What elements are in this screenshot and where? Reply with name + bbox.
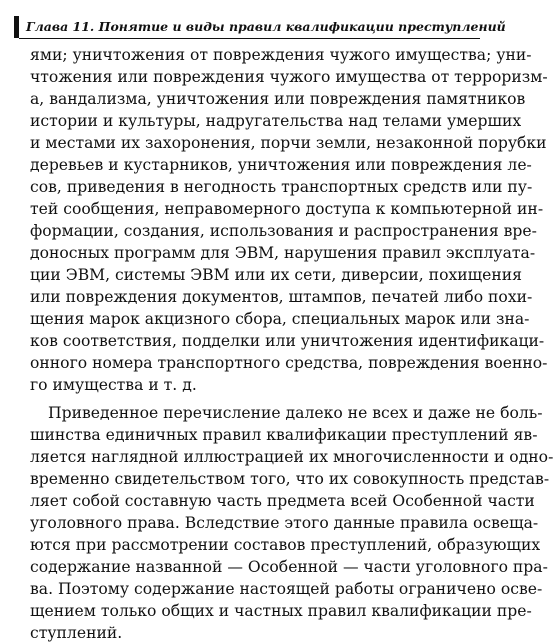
text-line: тей сообщения, неправомерного доступа к компьютерной ин-: [30, 200, 544, 218]
text-line: го имущества и т. д.: [30, 376, 197, 394]
text-line: уголовного права. Вследствие этого данные правила освеща-: [30, 514, 539, 532]
running-head-bar: [14, 16, 19, 38]
running-head: [14, 14, 506, 40]
text-line: ва. Поэтому содержание настоящей работы ограничено осве-: [30, 580, 543, 598]
text-line: деревьев и кустарников, уничтожения или повреждения ле-: [30, 156, 532, 174]
text-line: онного номера транспортного средства, повреждения военно-: [30, 354, 548, 372]
text-line: ляется наглядной иллюстрацией их многочисленности и одно-: [30, 448, 553, 466]
text-line: формации, создания, использования и распространения вре-: [30, 222, 537, 240]
text-line: или повреждения документов, штампов, печатей либо похи-: [30, 288, 533, 306]
text-line: и местами их захоронения, порчи земли, незаконной порубки: [30, 134, 547, 152]
text-line: шинства единичных правил квалификации преступлений яв-: [30, 426, 538, 444]
body-text: [30, 44, 553, 644]
text-line: доносных программ для ЭВМ, нарушения правил эксплуата-: [30, 244, 536, 262]
text-line: щением только общих и частных правил квалификации пре-: [30, 602, 532, 620]
text-line: ются при рассмотрении составов преступлений, образующих: [30, 536, 541, 554]
text-line: ями; уничтожения от повреждения чужого имущества; уни-: [30, 46, 532, 64]
text-line: истории и культуры, надругательства над телами умерших: [30, 112, 522, 130]
header-rule: [19, 38, 480, 39]
paragraph-2: [30, 402, 553, 644]
text-line: щения марок акцизного сбора, специальных марок или зна-: [30, 310, 530, 328]
text-line: ляет собой составную часть предмета всей Особенной части: [30, 492, 535, 510]
text-line: временно свидетельством того, что их совокупность представ-: [30, 470, 550, 488]
text-line: содержание названной — Особенной — части уголовного пра-: [30, 558, 548, 576]
text-line: ступлений.: [30, 624, 123, 642]
text-line: сов, приведения в негодность транспортных средств или пу-: [30, 178, 533, 196]
paragraph-1: [30, 44, 548, 396]
text-line: а, вандализма, уничтожения или повреждения памятников: [30, 90, 526, 108]
text-line: чтожения или повреждения чужого имущества от терроризм-: [30, 68, 548, 86]
text-line: Приведенное перечисление далеко не всех и даже не боль-: [48, 404, 543, 422]
text-line: ции ЭВМ, системы ЭВМ или их сети, диверсии, похищения: [30, 266, 522, 284]
chapter-title: Глава 11. Понятие и виды правил квалификации преступлений: [26, 19, 506, 34]
text-line: ков соответствия, подделки или уничтожения идентификаци-: [30, 332, 545, 350]
